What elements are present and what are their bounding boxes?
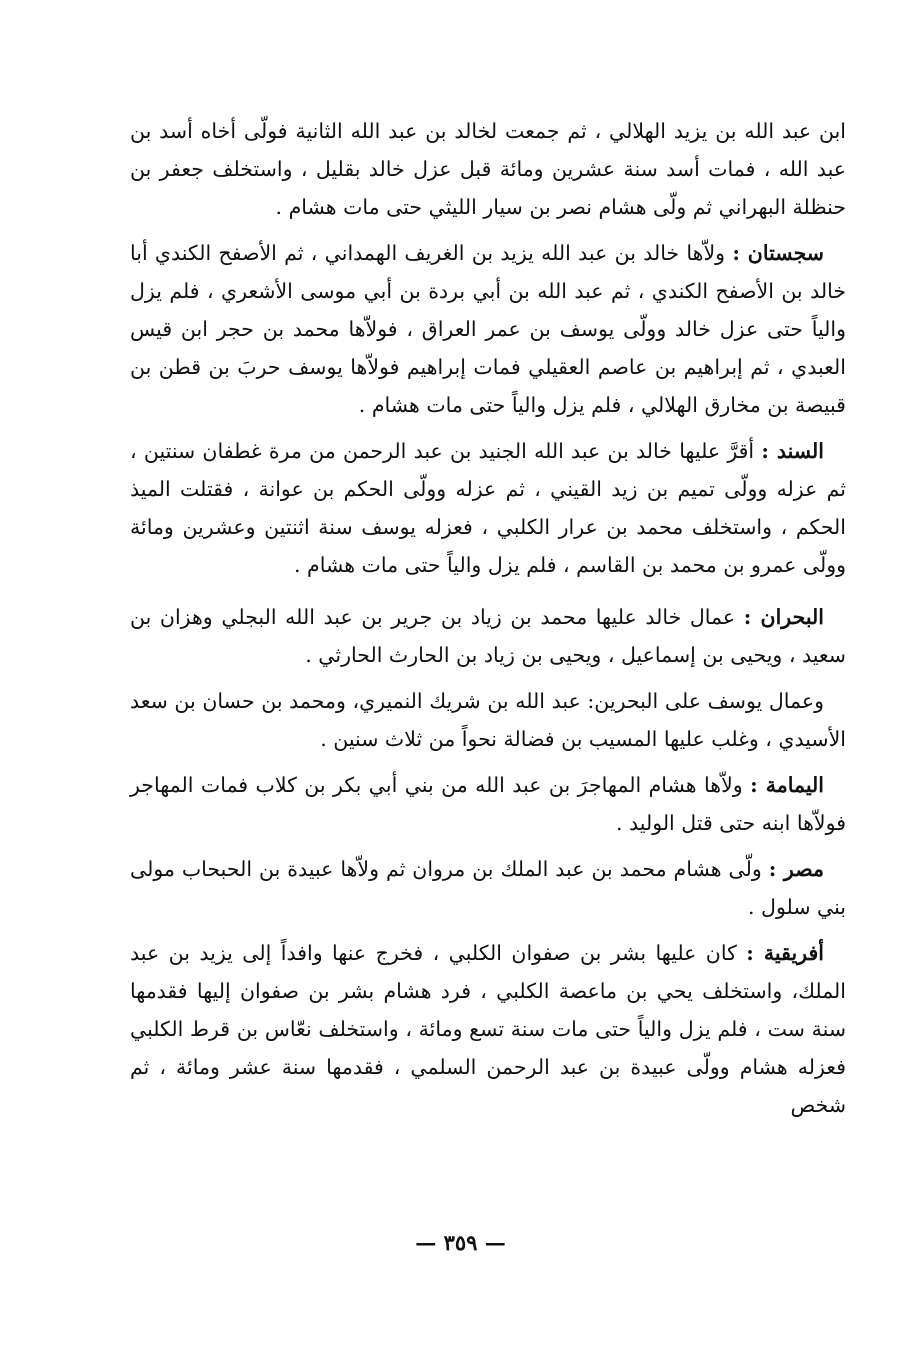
paragraph-bahrain-governors <box>130 682 846 758</box>
paragraph-text: ولاّها هشام المهاجرَ بن عبد الله من بني أبي بكر بن كلاب فمات المهاجر فولاّها ابنه حتى قتل الوليد . <box>130 773 846 835</box>
paragraph-text: كان عليها بشر بن صفوان الكلبي ، فخرج عنها وافداً إلى يزيد بن عبد الملك، واستخلف يحي بن ماعصة الكلبي ، فرد هشام بشر بن صفوان إليها فقدمها سنة ست ، فلم يزل والياً حتى مات سنة تسع ومائة ، واستخلف نعّاس بن قرط الكلبي فعزله هشام وولّى عبيدة بن عبد الرحمن السلمي ، فقدمها سنة عشر ومائة ، ثم شخص <box>130 941 846 1117</box>
paragraph-sijistan <box>130 234 846 424</box>
section-label-ifriqiya: أفريقية : <box>746 941 824 965</box>
paragraph-yamama <box>130 766 846 842</box>
paragraph-text: عمال خالد عليها محمد بن زياد بن جرير بن عبد الله البجلي وهزان بن سعيد ، ويحيى بن إسماعيل ، ويحيى بن زياد بن الحارث الحارثي . <box>130 605 846 667</box>
paragraph-intro <box>130 112 846 226</box>
page-number: — ٣٥٩ — <box>415 1230 506 1255</box>
section-label-sijistan: سجستان : <box>732 241 824 265</box>
paragraph-text: ولاّها خالد بن عبد الله يزيد بن الغريف الهمداني ، ثم الأصفح الكندي أبا خالد بن الأصفح الكندي ، ثم عبد الله بن أبي بردة بن أبي موسى الأشعري ، فلم يزل والياً حتى عزل خالد وولّى يوسف بن عمر العراق ، فولاّها محمد بن حجر ابن قيس العبدي ، ثم إبراهيم بن عاصم العقيلي فمات إبراهيم فولاّها يوسف حربَ بن قطن بن قبيصة بن مخارق الهلالي ، فلم يزل والياً حتى مات هشام . <box>130 241 846 417</box>
paragraph-sind <box>130 432 846 584</box>
paragraph-text: ولّى هشام محمد بن عبد الملك بن مروان ثم ولاّها عبيدة بن الحبحاب مولى بني سلول . <box>130 857 846 919</box>
paragraph-bahran <box>130 598 846 674</box>
paragraph-text: وعمال يوسف على البحرين: عبد الله بن شريك النميري، ومحمد بن حسان بن سعد الأسيدي ، وغلب عليها المسيب بن فضالة نحواً من ثلاث سنين . <box>130 689 846 751</box>
section-label-yamama: اليمامة : <box>750 773 824 797</box>
section-label-misr: مصر : <box>768 857 824 881</box>
paragraph-text: أقرَّ عليها خالد بن عبد الله الجنيد بن عبد الرحمن من مرة غطفان سنتين ، ثم عزله وولّى تميم بن زيد القيني ، ثم عزله وولّى الحكم بن عوانة ، فقتلت الميذ الحكم ، واستخلف محمد بن عرار الكلبي ، فعزله يوسف سنة اثنتين وعشرين ومائة وولّى عمرو بن محمد بن القاسم ، فلم يزل والياً حتى مات هشام . <box>130 439 846 577</box>
paragraph-text: ابن عبد الله بن يزيد الهلالي ، ثم جمعت لخالد بن عبد الله الثانية فولّى أخاه أسد بن عبد الله ، فمات أسد سنة عشرين ومائة قبل عزل خالد بقليل ، واستخلف جعفر بن حنظلة البهراني ثم ولّى هشام نصر بن سيار الليثي حتى مات هشام . <box>130 119 846 219</box>
page-body <box>130 112 846 1262</box>
paragraph-misr <box>130 850 846 926</box>
section-label-sind: السند : <box>761 439 824 463</box>
section-label-bahran: البحران : <box>743 605 824 629</box>
paragraph-ifriqiya <box>130 934 846 1124</box>
